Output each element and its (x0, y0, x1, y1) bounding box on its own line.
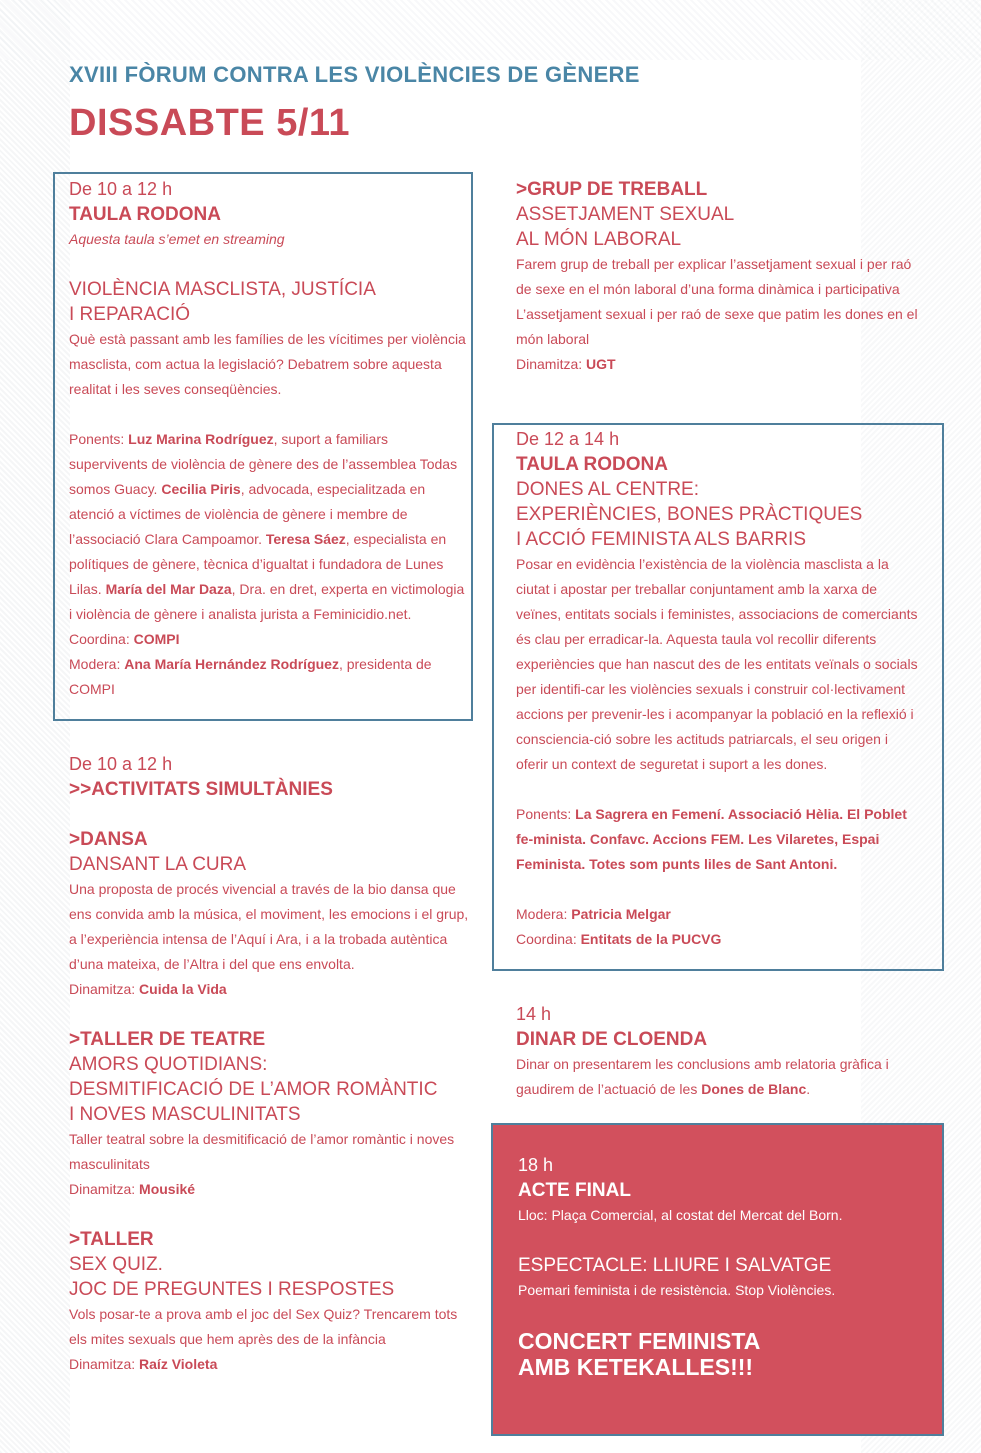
espectacle-title: ESPECTACLE: LLIURE I SALVATGE (518, 1255, 832, 1276)
event-description: Què està passant amb les famílies de les vícitimes per violència masclista, com actua la legislació? Debatrem sobre aquesta realitat i les seves conseqüències. (69, 331, 466, 397)
forum-title: XVIII FÒRUM CONTRA LES VIOLÈNCIES DE GÈNERE (69, 62, 640, 87)
event-type: TAULA RODONA (516, 454, 668, 475)
ponent-name: Teresa Sáez (265, 531, 346, 547)
streaming-note: Aquesta taula s’emet en streaming (69, 231, 285, 247)
section-title: >>ACTIVITATS SIMULTÀNIES (69, 779, 333, 800)
event-title-line3: I ACCIÓ FEMINISTA ALS BARRIS (516, 529, 807, 550)
event-title: DONES AL CENTRE: (516, 479, 700, 500)
concert-title: CONCERT FEMINISTA (518, 1328, 761, 1354)
event-type: >TALLER DE TEATRE (69, 1029, 266, 1050)
dinamitza: Dinamitza: UGT (516, 356, 616, 372)
event-type: TAULA RODONA (69, 204, 221, 225)
event-time: De 10 a 12 h (69, 754, 173, 774)
ponent-name: Cecilia Piris (161, 481, 241, 497)
event-title: ACTE FINAL (518, 1180, 631, 1201)
ponents: Ponents: Luz Marina Rodríguez, suport a familiars supervivents de violència de gènere des de l’assemblea Todas somos Guacy. Cecilia Piris, advocada, especialitzada en atenció a víctimes de violència de gènere i membre de l’associació Clara Campoamor. Teresa Sáez, especialista en polítiques de gènere, tècnica d’igualtat i fundadora de Lunes Lilas. María del Mar Daza, Dra. en dret, experta en victimologia i violència de gènere i analista jurista a Feminicidio.net. (69, 431, 465, 622)
event-title: ASSETJAMENT SEXUAL (516, 204, 735, 225)
event-title: VIOLÈNCIA MASCLISTA, JUSTÍCIA (69, 279, 376, 300)
event-time: De 10 a 12 h (69, 179, 173, 199)
day-title: DISSABTE 5/11 (69, 102, 351, 144)
event-title-line3: I NOVES MASCULINITATS (69, 1104, 301, 1125)
teatre-block (69, 1027, 469, 1202)
ponent-name: Luz Marina Rodríguez (128, 431, 274, 447)
dinamitza: Dinamitza: Raíz Violeta (69, 1356, 218, 1372)
event-title-line2: AL MÓN LABORAL (516, 229, 682, 250)
event-time: 14 h (516, 1004, 552, 1024)
event-time: 18 h (518, 1155, 554, 1175)
event-title: AMORS QUOTIDIANS: (69, 1054, 268, 1075)
event-title-line2: JOC DE PREGUNTES I RESPOSTES (69, 1279, 395, 1300)
taula-rodona-1 (69, 177, 469, 702)
event-type: >TALLER (69, 1229, 154, 1250)
event-description: Posar en evidència l’existència de la violència masclista a la ciutat i apostar per treballar conjuntament amb la xarxa de veïnes, entitats socials i feministes, associacions de comerciants és clau per erradicar-la. Aquesta taula vol recollir diferents experiències que han nascut des de les entitats veïnals o socials per identifi-car les violències sexuals i construir col·lectivament accions per prevenir-les i acompanyar la població en la reflexió i consciencia-ció sobre les actituds patriarcals, el seu origen i oferir un context de seguretat i suport a les dones. (516, 556, 918, 772)
coordina: Coordina: COMPI (69, 631, 180, 647)
acte-final-box (491, 1123, 944, 1436)
dansa-block (69, 827, 469, 1002)
event-title: SEX QUIZ. (69, 1254, 163, 1275)
quiz-block (69, 1227, 469, 1377)
dinar-de-cloenda (516, 1002, 921, 1102)
event-type: >DANSA (69, 829, 148, 850)
activitats-simultanies (69, 752, 469, 1377)
concert-title-line2: AMB KETEKALLES!!! (518, 1354, 754, 1380)
ponents: Ponents: La Sagrera en Femení. Associació Hèlia. El Poblet fe-minista. Confavc. Accions FEM. Les Vilaretes, Espai Feminista. Totes som punts liles de Sant Antoni. (516, 806, 907, 872)
background-texture-top (0, 0, 981, 60)
espectacle-description: Poemari feminista i de resistència. Stop Violències. (518, 1282, 836, 1298)
event-description: Taller teatral sobre la desmitificació de l’amor romàntic i noves masculinitats (69, 1131, 455, 1172)
dinamitza: Dinamitza: Cuida la Vida (69, 981, 227, 997)
grup-de-treball (516, 177, 921, 377)
modera: Modera: Patricia Melgar (516, 906, 671, 922)
modera: Modera: Ana María Hernández Rodríguez, presidenta de COMPI (69, 656, 432, 697)
coordina: Coordina: Entitats de la PUCVG (516, 931, 722, 947)
event-description: Farem grup de treball per explicar l’assetjament sexual i per raó de sexe en el món laboral d’una forma dinàmica i participativa L’assetjament sexual i per raó de sexe que patim les dones en el món laboral (516, 256, 918, 347)
taula-rodona-2 (516, 427, 921, 952)
dinamitza: Dinamitza: Mousiké (69, 1181, 196, 1197)
event-description: Vols posar-te a prova amb el joc del Sex Quiz? Trencarem tots els mites sexuals que hem après des de la infància (69, 1306, 458, 1347)
event-description: Una proposta de procés vivencial a través de la bio dansa que ens convida amb la música, el moviment, les emocions i el grup, a l’experiència intensa de l’Aquí i Ara, i a la trobada autèntica d’una mateixa, de l’Altra i del que ens envolta. (69, 881, 469, 972)
event-title: DINAR DE CLOENDA (516, 1029, 708, 1050)
ponent-name: María del Mar Daza (105, 581, 232, 597)
event-title: DANSANT LA CURA (69, 854, 247, 875)
event-title-line2: EXPERIÈNCIES, BONES PRÀCTIQUES (516, 504, 863, 525)
event-title-line2: DESMITIFICACIÓ DE L’AMOR ROMÀNTIC (69, 1079, 438, 1100)
event-location: Lloc: Plaça Comercial, al costat del Mercat del Born. (518, 1207, 843, 1223)
page-header (69, 62, 929, 145)
event-time: De 12 a 14 h (516, 429, 620, 449)
event-type: >GRUP DE TREBALL (516, 179, 708, 200)
event-title-line2: I REPARACIÓ (69, 304, 191, 325)
event-description: Dinar on presentarem les conclusions amb relatoria gràfica i gaudirem de l’actuació de les Dones de Blanc. (516, 1056, 889, 1097)
